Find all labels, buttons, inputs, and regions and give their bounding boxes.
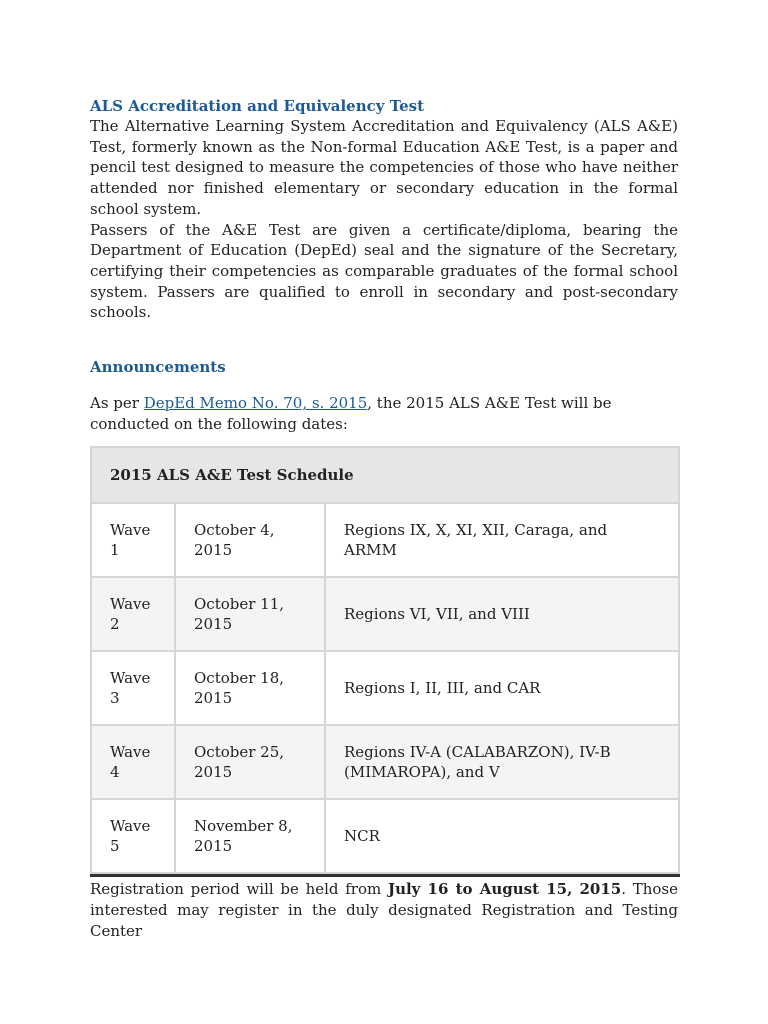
paragraph-registration <box>90 879 678 941</box>
table-row <box>92 726 678 798</box>
date-cell: October 18, 2015 <box>176 652 324 724</box>
table-header-row <box>92 448 678 502</box>
regions-cell: Regions IV-A (CALABARZON), IV-B (MIMAROPA), and V <box>326 726 678 798</box>
intro-text-before: As per <box>90 394 144 413</box>
registration-text-after: . Those interested may register in the duly designated Registration and Testing Center <box>90 880 678 940</box>
section-heading-als: ALS Accreditation and Equivalency Test <box>90 97 425 115</box>
paragraph-passers: Passers of the A&E Test are given a certificate/diploma, bearing the Department of Education (DepEd) seal and the signature of the Secretary, certifying their competencies as comparable graduates of the formal school system. Passers are qualified to enroll in secondary and post-secondary schools. <box>90 220 678 322</box>
intro-text-after: , the 2015 ALS A&E Test will be conducted on the following dates: <box>90 394 612 433</box>
date-cell: October 11, 2015 <box>176 578 324 650</box>
date-cell: November 8, 2015 <box>176 800 324 872</box>
regions-cell: Regions VI, VII, and VIII <box>326 578 678 650</box>
deped-memo-link[interactable]: DepEd Memo No. 70, s. 2015 <box>143 394 368 413</box>
regions-cell: NCR <box>326 800 678 872</box>
section-heading-announcements: Announcements <box>90 358 226 377</box>
wave-cell: Wave 4 <box>92 726 174 798</box>
date-cell: October 4, 2015 <box>176 504 324 576</box>
regions-cell: Regions I, II, III, and CAR <box>326 652 678 724</box>
paragraph-announcement-intro <box>90 393 678 434</box>
table-title: 2015 ALS A&E Test Schedule <box>92 448 678 502</box>
test-schedule-table <box>90 446 680 877</box>
table-row <box>92 504 678 576</box>
wave-cell: Wave 3 <box>92 652 174 724</box>
table-row <box>92 652 678 724</box>
wave-cell: Wave 1 <box>92 504 174 576</box>
table-row <box>92 800 678 872</box>
date-cell: October 25, 2015 <box>176 726 324 798</box>
registration-text-before: Registration period will be held from <box>90 880 388 899</box>
paragraph-als-description: The Alternative Learning System Accreditation and Equivalency (ALS A&E) Test, formerly known as the Non-formal Education A&E Test, is a paper and pencil test designed to measure the competencies of those who have neither attended nor finished elementary or secondary education in the formal school system. <box>90 117 678 218</box>
wave-cell: Wave 5 <box>92 800 174 872</box>
document-content <box>90 96 678 942</box>
registration-dates: July 16 to August 15, 2015 <box>387 880 622 899</box>
wave-cell: Wave 2 <box>92 578 174 650</box>
regions-cell: Regions IX, X, XI, XII, Caraga, and ARMM <box>326 504 678 576</box>
table-row <box>92 578 678 650</box>
